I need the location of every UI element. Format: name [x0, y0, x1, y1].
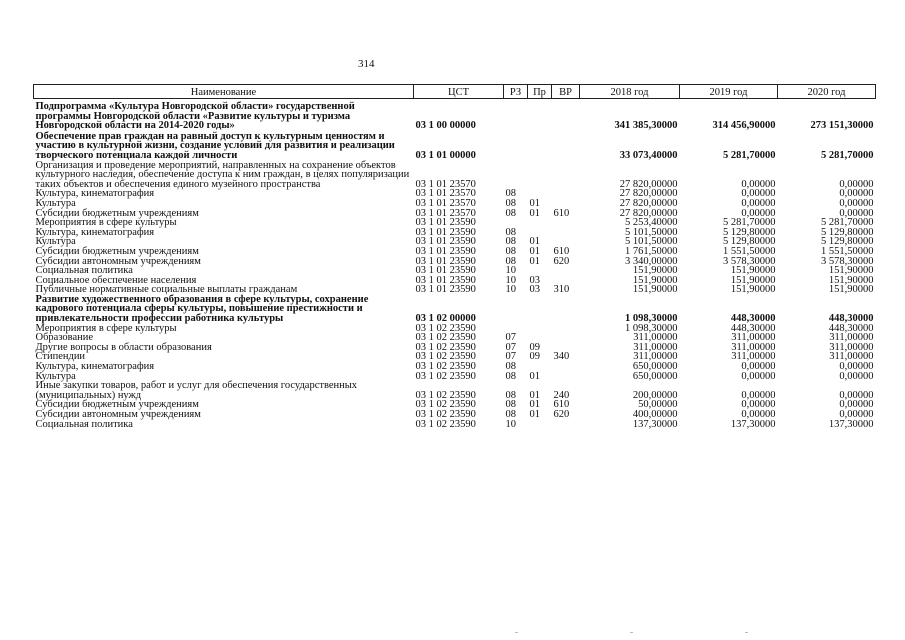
cell-name: Культура, кинематография: [35, 226, 155, 238]
cell-name: Субсидии автономным учреждениям: [35, 409, 201, 420]
cell-name: Культура, кинематография: [35, 188, 155, 200]
cell-2020: 0,00000: [839, 399, 874, 411]
scan-mark: [630, 632, 633, 633]
cell-rz: 08: [505, 207, 516, 219]
cell-name: Субсидии бюджетным учреждениям: [35, 399, 199, 411]
cell-pr: 09: [529, 341, 540, 353]
cell-cst: 03 1 02 00000: [415, 313, 476, 325]
header-2020: 2020 год: [778, 85, 876, 99]
cell-vr: [552, 161, 580, 190]
cell-2019: 0,00000: [741, 178, 776, 190]
cell-cst: 03 1 02 23590: [415, 351, 476, 363]
cell-cst: 03 1 01 23570: [415, 207, 476, 219]
cell-pr: 09: [529, 351, 540, 363]
cell-2020: 0,00000: [839, 178, 874, 190]
cell-name: Социальная политика: [35, 265, 133, 277]
cell-vr: [552, 295, 580, 324]
cell-pr: [528, 295, 552, 324]
cell-pr: 03: [529, 274, 540, 286]
cell-2020: 0,00000: [839, 207, 874, 219]
cell-2019: 3 578,30000: [723, 255, 776, 267]
cell-2020: 273 151,30000: [810, 120, 874, 132]
cell-2018: 400,00000: [632, 409, 678, 420]
header-name: Наименование: [34, 85, 414, 99]
cell-2019: 311,00000: [731, 341, 776, 353]
cell-pr: 01: [529, 389, 540, 401]
cell-name: Организация и проведение мероприятий, направленных на сохранение объектов культурного наследия, обеспечение доступа к ним граждан, в целях популяризации таких объектов и обеспечения единого музейного пространства: [35, 159, 410, 190]
cell-vr: [552, 372, 580, 382]
cell-vr: 610: [553, 399, 570, 411]
cell-2018: 650,00000: [632, 370, 678, 382]
cell-name: Мероприятия в сфере культуры: [35, 322, 177, 334]
cell-2018: 341 385,30000: [614, 120, 678, 132]
cell-vr: [552, 132, 580, 161]
cell-pr: [528, 420, 552, 430]
cell-2020: 151,90000: [828, 284, 874, 296]
cell-rz: 10: [505, 418, 516, 430]
cell-pr: 01: [529, 370, 540, 382]
header-rz: РЗ: [504, 85, 528, 99]
cell-cst: 03 1 02 23590: [415, 370, 476, 382]
cell-2018: 27 820,00000: [619, 178, 678, 190]
cell-2018: 1 098,30000: [625, 322, 678, 334]
cell-2020: 448,30000: [828, 322, 874, 334]
cell-pr: 01: [529, 245, 540, 257]
cell-2020: 5 129,80000: [821, 226, 874, 238]
cell-2020: 5 281,70000: [821, 149, 874, 161]
cell-2018: 151,90000: [632, 284, 678, 296]
cell-vr: [552, 189, 580, 199]
cell-cst: 03 1 01 23570: [415, 188, 476, 200]
cell-cst: 03 1 00 00000: [415, 120, 476, 132]
cell-2019: 311,00000: [731, 332, 776, 344]
cell-name: Социальная политика: [35, 418, 133, 430]
cell-vr: 340: [553, 351, 570, 363]
cell-cst: 03 1 01 23590: [415, 236, 476, 248]
cell-rz: 10: [505, 274, 516, 286]
cell-2019: 0,00000: [741, 389, 776, 401]
header-2019: 2019 год: [680, 85, 778, 99]
cell-vr: [552, 362, 580, 372]
cell-vr: [552, 228, 580, 238]
cell-rz: 08: [505, 361, 516, 373]
cell-2019: 151,90000: [730, 265, 776, 277]
cell-cst: 03 1 02 23590: [415, 389, 476, 401]
cell-name: Культура: [35, 370, 76, 382]
cell-2020: 311,00000: [829, 332, 874, 344]
cell-2019: 0,00000: [741, 409, 776, 420]
cell-vr: 610: [553, 245, 570, 257]
cell-2018: 1 098,30000: [625, 313, 678, 325]
cell-rz: 07: [505, 341, 516, 353]
cell-name: Субсидии бюджетным учреждениям: [35, 207, 199, 219]
cell-2018: 200,00000: [632, 389, 678, 401]
budget-table: [33, 84, 876, 429]
cell-2018: 137,30000: [632, 418, 678, 430]
cell-2020: 151,90000: [828, 265, 874, 277]
cell-2020: 0,00000: [839, 361, 874, 373]
table-row: [34, 295, 876, 324]
cell-cst: 03 1 01 23590: [415, 274, 476, 286]
cell-rz: 08: [505, 409, 516, 420]
cell-2018: 311,00000: [633, 332, 678, 344]
cell-cst: 03 1 02 23590: [415, 409, 476, 420]
cell-name: Субсидии автономным учреждениям: [35, 255, 201, 267]
table-header-row: [34, 85, 876, 99]
cell-rz: 08: [505, 255, 516, 267]
cell-name: Культура: [35, 197, 76, 209]
cell-cst: 03 1 01 23590: [415, 255, 476, 267]
cell-2019: 0,00000: [741, 361, 776, 373]
cell-name: Стипендии: [35, 351, 86, 363]
cell-2019: 5 281,70000: [723, 217, 776, 229]
cell-rz: 08: [505, 236, 516, 248]
cell-rz: 08: [505, 197, 516, 209]
cell-vr: 620: [553, 409, 570, 420]
cell-2018: 5 253,40000: [625, 217, 678, 229]
cell-rz: 08: [505, 399, 516, 411]
cell-pr: 01: [529, 255, 540, 267]
cell-2020: 5 129,80000: [821, 236, 874, 248]
cell-rz: 07: [505, 332, 516, 344]
cell-2019: 5 281,70000: [723, 149, 776, 161]
cell-2020: 137,30000: [828, 418, 874, 430]
cell-name: Мероприятия в сфере культуры: [35, 217, 177, 229]
header-vr: ВР: [552, 85, 580, 99]
cell-2020: 1 551,50000: [821, 245, 874, 257]
cell-2019: 1 551,50000: [723, 245, 776, 257]
cell-vr: 310: [553, 284, 570, 296]
cell-cst: 03 1 02 23590: [415, 341, 476, 353]
cell-rz: 08: [505, 188, 516, 200]
cell-2019: 137,30000: [730, 418, 776, 430]
cell-name: Образование: [35, 332, 94, 344]
cell-rz: 07: [505, 351, 516, 363]
cell-cst: 03 1 01 23590: [415, 245, 476, 257]
cell-pr: [528, 218, 552, 228]
cell-2018: 151,90000: [632, 265, 678, 277]
cell-pr: 01: [529, 207, 540, 219]
cell-rz: [504, 132, 528, 161]
cell-name: Субсидии бюджетным учреждениям: [35, 245, 199, 257]
cell-2018: 27 820,00000: [619, 188, 678, 200]
cell-rz: [504, 161, 528, 190]
cell-pr: [528, 99, 552, 132]
cell-pr: [528, 324, 552, 334]
cell-2020: 311,00000: [829, 351, 874, 363]
cell-2019: 0,00000: [741, 399, 776, 411]
cell-2019: 0,00000: [741, 197, 776, 209]
cell-vr: 620: [553, 255, 570, 267]
cell-cst: 03 1 01 23590: [415, 265, 476, 277]
cell-2018: 3 340,00000: [625, 255, 678, 267]
cell-rz: [504, 295, 528, 324]
cell-rz: 08: [505, 370, 516, 382]
cell-pr: 01: [529, 399, 540, 411]
cell-2020: 448,30000: [828, 313, 874, 325]
cell-rz: 10: [505, 265, 516, 277]
cell-2020: 311,00000: [829, 341, 874, 353]
cell-name: Обеспечение прав граждан на равный доступ к культурным ценностям и участию в культурной жизни, создание условий для развития и реализации творческого потенциала каждой личности: [35, 130, 395, 161]
cell-2019: 314 456,90000: [712, 120, 776, 132]
cell-2019: 151,90000: [730, 284, 776, 296]
cell-2018: 33 073,40000: [619, 149, 678, 161]
cell-2019: 311,00000: [731, 351, 776, 363]
table-row: [34, 381, 876, 400]
cell-2020: 0,00000: [839, 188, 874, 200]
cell-cst: 03 1 01 23590: [415, 217, 476, 229]
header-pr: Пр: [528, 85, 552, 99]
cell-rz: [504, 99, 528, 132]
cell-name: Другие вопросы в области образования: [35, 341, 212, 353]
cell-2018: 650,00000: [632, 361, 678, 373]
cell-vr: [552, 266, 580, 276]
table-row: [34, 132, 876, 161]
scan-mark: [745, 632, 748, 633]
cell-vr: 240: [553, 389, 570, 401]
cell-cst: 03 1 01 23590: [415, 226, 476, 238]
cell-2018: 151,90000: [632, 274, 678, 286]
cell-pr: [528, 161, 552, 190]
cell-cst: 03 1 02 23590: [415, 361, 476, 373]
cell-2020: 0,00000: [839, 197, 874, 209]
cell-cst: 03 1 02 23590: [415, 399, 476, 411]
cell-2019: 151,90000: [730, 274, 776, 286]
cell-cst: 03 1 02 23590: [415, 418, 476, 430]
cell-vr: [552, 333, 580, 343]
cell-2020: 0,00000: [839, 409, 874, 420]
page-number: 314: [358, 58, 375, 70]
cell-2018: 50,00000: [638, 399, 678, 411]
cell-cst: 03 1 01 23570: [415, 197, 476, 209]
cell-2020: 151,90000: [828, 274, 874, 286]
cell-name: Публичные нормативные социальные выплаты гражданам: [35, 284, 298, 296]
cell-2019: 5 129,80000: [723, 226, 776, 238]
cell-pr: 03: [529, 284, 540, 296]
table-row: [34, 420, 876, 430]
cell-rz: 08: [505, 245, 516, 257]
cell-name: Культура, кинематография: [35, 361, 155, 373]
cell-2019: 0,00000: [741, 188, 776, 200]
header-2018: 2018 год: [580, 85, 680, 99]
cell-rz: 10: [505, 284, 516, 296]
cell-2019: 0,00000: [741, 207, 776, 219]
cell-2018: 27 820,00000: [619, 207, 678, 219]
table-row: [34, 161, 876, 190]
cell-pr: 01: [529, 197, 540, 209]
cell-2019: 448,30000: [730, 322, 776, 334]
scan-mark: [515, 632, 518, 633]
cell-2018: 311,00000: [633, 341, 678, 353]
cell-name: Культура: [35, 236, 76, 248]
cell-pr: 01: [529, 409, 540, 420]
cell-vr: 610: [553, 207, 570, 219]
cell-cst: 03 1 02 23590: [415, 322, 476, 334]
cell-2020: 5 281,70000: [821, 217, 874, 229]
header-cst: ЦСТ: [414, 85, 504, 99]
table-body: [34, 99, 876, 430]
cell-cst: 03 1 01 23570: [415, 178, 476, 190]
cell-2018: 5 101,50000: [625, 226, 678, 238]
cell-rz: 08: [505, 226, 516, 238]
cell-2018: 1 761,50000: [625, 245, 678, 257]
cell-cst: 03 1 02 23590: [415, 332, 476, 344]
cell-name: Социальное обеспечение населения: [35, 274, 197, 286]
cell-cst: 03 1 01 23590: [415, 284, 476, 296]
cell-pr: [528, 132, 552, 161]
cell-name: Иные закупки товаров, работ и услуг для обеспечения государственных (муниципальных) нужд: [35, 380, 358, 401]
cell-2020: 0,00000: [839, 389, 874, 401]
table-row: [34, 99, 876, 132]
cell-rz: 08: [505, 389, 516, 401]
cell-name: Развитие художественного образования в сфере культуры, сохранение кадрового потенциала сферы культуры, повышение престижности и привлекательности профессии работника культуры: [35, 293, 369, 325]
cell-2018: 27 820,00000: [619, 197, 678, 209]
cell-vr: [552, 420, 580, 430]
cell-2019: 448,30000: [730, 313, 776, 325]
cell-name: Подпрограмма «Культура Новгородской области» государственной программы Новгородской области «Развитие культуры и туризма Новгородской области на 2014-2020 годы»: [35, 101, 355, 132]
cell-cst: 03 1 01 00000: [415, 149, 476, 161]
cell-2020: 3 578,30000: [821, 255, 874, 267]
cell-2018: 311,00000: [633, 351, 678, 363]
cell-vr: [552, 99, 580, 132]
cell-2019: 0,00000: [741, 370, 776, 382]
cell-vr: [552, 218, 580, 228]
cell-pr: 01: [529, 236, 540, 248]
cell-2018: 5 101,50000: [625, 236, 678, 248]
cell-2019: 5 129,80000: [723, 236, 776, 248]
cell-2020: 0,00000: [839, 370, 874, 382]
cell-vr: [552, 324, 580, 334]
